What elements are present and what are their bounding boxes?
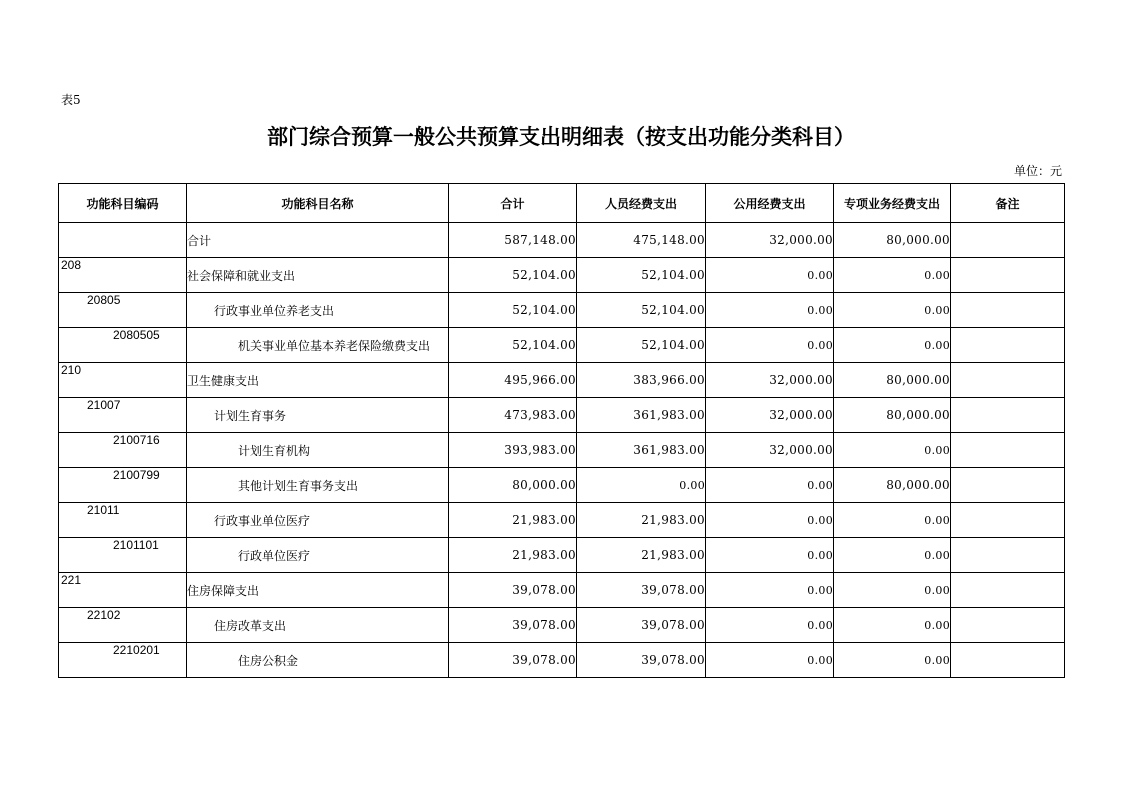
total-cell: 39,078.00 (449, 573, 577, 608)
code-cell: 2080505 (59, 328, 187, 363)
code-cell: 2100716 (59, 433, 187, 468)
remark-cell (951, 398, 1065, 433)
total-cell: 52,104.00 (449, 258, 577, 293)
personnel-cell: 361,983.00 (577, 398, 706, 433)
special-cell: 80,000.00 (834, 363, 951, 398)
remark-cell (951, 223, 1065, 258)
total-cell: 39,078.00 (449, 608, 577, 643)
table-row (59, 223, 1065, 258)
name-cell: 卫生健康支出 (187, 363, 449, 398)
total-cell: 52,104.00 (449, 328, 577, 363)
remark-cell (951, 643, 1065, 678)
header-special: 专项业务经费支出 (834, 184, 951, 223)
special-cell: 0.00 (834, 503, 951, 538)
remark-cell (951, 538, 1065, 573)
public-cell: 32,000.00 (706, 363, 834, 398)
code-cell: 20805 (59, 293, 187, 328)
table-row (59, 293, 1065, 328)
table-row (59, 643, 1065, 678)
special-cell: 80,000.00 (834, 223, 951, 258)
table-row (59, 328, 1065, 363)
special-cell: 0.00 (834, 608, 951, 643)
name-cell: 机关事业单位基本养老保险缴费支出 (187, 328, 449, 363)
table-row (59, 608, 1065, 643)
name-cell: 计划生育机构 (187, 433, 449, 468)
public-cell: 0.00 (706, 328, 834, 363)
total-cell: 80,000.00 (449, 468, 577, 503)
table-row (59, 573, 1065, 608)
unit-label: 单位：元 (1013, 164, 1062, 178)
total-cell: 21,983.00 (449, 538, 577, 573)
special-cell: 0.00 (834, 293, 951, 328)
header-personnel: 人员经费支出 (577, 184, 706, 223)
code-cell: 208 (59, 258, 187, 293)
personnel-cell: 475,148.00 (577, 223, 706, 258)
remark-cell (951, 363, 1065, 398)
table-number-label: 表5 (61, 93, 81, 107)
remark-cell (951, 468, 1065, 503)
special-cell: 80,000.00 (834, 468, 951, 503)
code-cell: 210 (59, 363, 187, 398)
special-cell: 80,000.00 (834, 398, 951, 433)
code-cell: 2101101 (59, 538, 187, 573)
special-cell: 0.00 (834, 573, 951, 608)
table-row (59, 433, 1065, 468)
total-cell: 39,078.00 (449, 643, 577, 678)
name-cell: 住房公积金 (187, 643, 449, 678)
table-row (59, 363, 1065, 398)
expenditure-detail-table (58, 183, 1065, 678)
code-cell (59, 223, 187, 258)
personnel-cell: 39,078.00 (577, 643, 706, 678)
page-title: 部门综合预算一般公共预算支出明细表（按支出功能分类科目） (267, 125, 855, 149)
personnel-cell: 39,078.00 (577, 573, 706, 608)
name-cell: 合计 (187, 223, 449, 258)
remark-cell (951, 608, 1065, 643)
table-row (59, 503, 1065, 538)
public-cell: 0.00 (706, 468, 834, 503)
personnel-cell: 361,983.00 (577, 433, 706, 468)
public-cell: 0.00 (706, 608, 834, 643)
personnel-cell: 52,104.00 (577, 258, 706, 293)
table-header-row (59, 184, 1065, 223)
name-cell: 计划生育事务 (187, 398, 449, 433)
code-cell: 2100799 (59, 468, 187, 503)
public-cell: 32,000.00 (706, 433, 834, 468)
remark-cell (951, 573, 1065, 608)
code-cell: 2210201 (59, 643, 187, 678)
table-row (59, 258, 1065, 293)
special-cell: 0.00 (834, 538, 951, 573)
special-cell: 0.00 (834, 433, 951, 468)
public-cell: 0.00 (706, 293, 834, 328)
special-cell: 0.00 (834, 258, 951, 293)
name-cell: 行政事业单位医疗 (187, 503, 449, 538)
personnel-cell: 52,104.00 (577, 328, 706, 363)
public-cell: 0.00 (706, 258, 834, 293)
name-cell: 行政事业单位养老支出 (187, 293, 449, 328)
personnel-cell: 383,966.00 (577, 363, 706, 398)
header-remark: 备注 (951, 184, 1065, 223)
name-cell: 社会保障和就业支出 (187, 258, 449, 293)
total-cell: 473,983.00 (449, 398, 577, 433)
remark-cell (951, 293, 1065, 328)
remark-cell (951, 258, 1065, 293)
header-public: 公用经费支出 (706, 184, 834, 223)
special-cell: 0.00 (834, 643, 951, 678)
public-cell: 0.00 (706, 643, 834, 678)
name-cell: 住房保障支出 (187, 573, 449, 608)
total-cell: 52,104.00 (449, 293, 577, 328)
total-cell: 393,983.00 (449, 433, 577, 468)
personnel-cell: 0.00 (577, 468, 706, 503)
public-cell: 0.00 (706, 538, 834, 573)
header-name: 功能科目名称 (187, 184, 449, 223)
remark-cell (951, 503, 1065, 538)
table-row (59, 468, 1065, 503)
personnel-cell: 39,078.00 (577, 608, 706, 643)
code-cell: 221 (59, 573, 187, 608)
header-total: 合计 (449, 184, 577, 223)
remark-cell (951, 433, 1065, 468)
personnel-cell: 52,104.00 (577, 293, 706, 328)
name-cell: 行政单位医疗 (187, 538, 449, 573)
special-cell: 0.00 (834, 328, 951, 363)
public-cell: 0.00 (706, 573, 834, 608)
code-cell: 22102 (59, 608, 187, 643)
public-cell: 32,000.00 (706, 398, 834, 433)
name-cell: 其他计划生育事务支出 (187, 468, 449, 503)
code-cell: 21011 (59, 503, 187, 538)
total-cell: 587,148.00 (449, 223, 577, 258)
public-cell: 32,000.00 (706, 223, 834, 258)
header-code: 功能科目编码 (59, 184, 187, 223)
total-cell: 21,983.00 (449, 503, 577, 538)
table-row (59, 398, 1065, 433)
table-row (59, 538, 1065, 573)
code-cell: 21007 (59, 398, 187, 433)
total-cell: 495,966.00 (449, 363, 577, 398)
personnel-cell: 21,983.00 (577, 503, 706, 538)
personnel-cell: 21,983.00 (577, 538, 706, 573)
name-cell: 住房改革支出 (187, 608, 449, 643)
public-cell: 0.00 (706, 503, 834, 538)
remark-cell (951, 328, 1065, 363)
